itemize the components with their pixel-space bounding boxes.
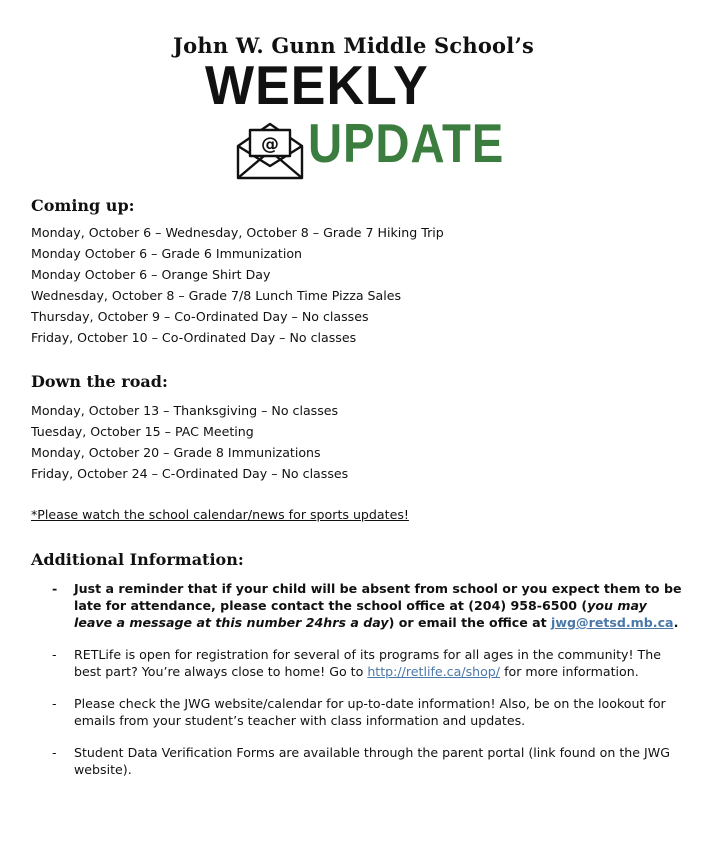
bullet-dash: - xyxy=(52,696,57,711)
list-item: Monday October 6 – Grade 6 Immunization xyxy=(31,246,303,261)
list-item: Monday October 6 – Orange Shirt Day xyxy=(31,267,271,282)
list-item: Thursday, October 9 – Co-Ordinated Day – No classes xyxy=(31,309,369,324)
coming-up-heading: Coming up: xyxy=(31,196,135,215)
office-email-link[interactable]: jwg@retsd.mb.ca xyxy=(551,615,674,630)
bullet-dash: - xyxy=(52,745,57,760)
list-item: Wednesday, October 8 – Grade 7/8 Lunch Time Pizza Sales xyxy=(31,288,402,303)
list-item: - RETLife is open for registration for several of its programs for all ages in the community! The best part? You’re always close to home! Go to http://retlife.ca/shop/ for more information. xyxy=(52,647,661,679)
additional-info-heading: Additional Information: xyxy=(31,550,244,569)
list-item: Monday, October 6 – Wednesday, October 8 – Grade 7 Hiking Trip xyxy=(31,225,444,240)
bullet-dash: - xyxy=(52,581,58,596)
school-title: John W. Gunn Middle School’s xyxy=(173,33,534,58)
svg-text:@: @ xyxy=(261,134,279,155)
bullet-dash: - xyxy=(52,647,57,662)
envelope-at-icon xyxy=(234,120,306,182)
list-item: Friday, October 10 – Co-Ordinated Day – No classes xyxy=(31,330,357,345)
list-item: Tuesday, October 15 – PAC Meeting xyxy=(31,424,254,439)
sports-note: *Please watch the school calendar/news for sports updates! xyxy=(31,507,409,522)
coming-up-list xyxy=(31,222,444,348)
list-item: - Just a reminder that if your child will be absent from school or you expect them to be late for attendance, please contact the school office at (204) 958-6500 (you may leave a message at this number 24hrs a day) or email the office at jwg@retsd.mb.ca. xyxy=(52,581,682,630)
list-item: - Student Data Verification Forms are available through the parent portal (link found on the JWG website). xyxy=(52,745,670,777)
additional-info-list xyxy=(52,580,682,793)
list-item: Friday, October 24 – C-Ordinated Day – No classes xyxy=(31,466,349,481)
list-item: - Please check the JWG website/calendar for up-to-date information! Also, be on the lookout for emails from your student’s teacher with class information and updates. xyxy=(52,696,666,728)
weekly-wordmark: WEEKLY xyxy=(205,55,429,117)
list-item: Monday, October 13 – Thanksgiving – No classes xyxy=(31,403,339,418)
down-the-road-list xyxy=(31,400,348,484)
update-wordmark: UPDATE xyxy=(308,112,505,174)
retlife-link[interactable]: http://retlife.ca/shop/ xyxy=(367,664,501,679)
list-item: Monday, October 20 – Grade 8 Immunizations xyxy=(31,445,321,460)
down-the-road-heading: Down the road: xyxy=(31,372,168,391)
